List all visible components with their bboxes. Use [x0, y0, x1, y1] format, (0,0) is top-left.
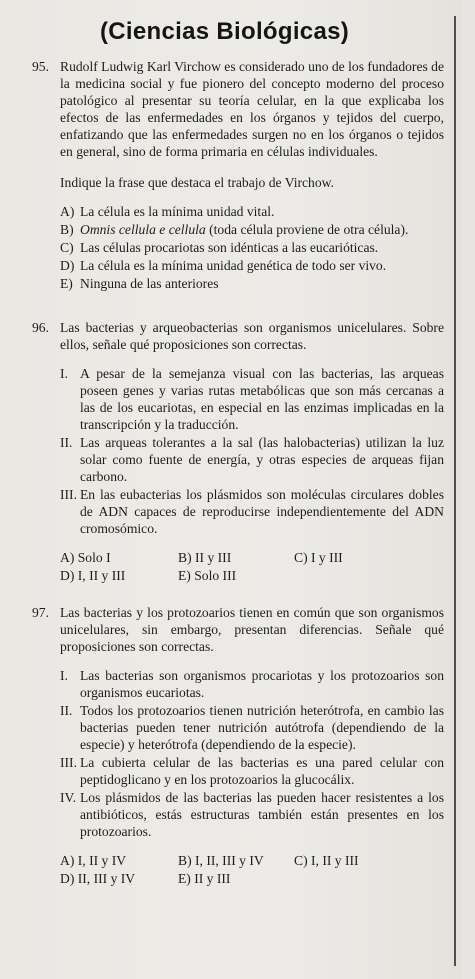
statement-text: La cubierta celular de las bacterias es una pared celular con peptidoglicano y en los protozoarios la glucocálix. — [80, 755, 444, 787]
answer-b: B) II y III — [178, 550, 232, 565]
answer-d: D) II, III y IV — [60, 871, 136, 886]
option-e — [60, 275, 444, 292]
option-text: Las células procariotas son idénticas a las eucarióticas. — [80, 240, 379, 255]
question-number: 97. — [32, 605, 49, 620]
answer-a: A) I, II y IV — [60, 853, 127, 868]
statement-iii — [60, 754, 444, 788]
statement-numeral: IV. — [60, 790, 76, 805]
statement-numeral: II. — [60, 703, 73, 718]
answer-e: E) Solo III — [178, 568, 237, 583]
statement-text: A pesar de la semejanza visual con las bacterias, las arqueas poseen genes y varias rutas metabólicas que son más cercanas a las de los eucariotas, en especial en las enzimas implicadas en la transcripción y la traducción. — [80, 366, 444, 432]
question-text: Las bacterias y los protozoarios tienen en común que son organismos unicelulares, sin embargo, presentan diferencias. Señale qué proposiciones son correctas. — [60, 605, 444, 654]
answer-choices — [60, 852, 444, 887]
question-97 — [32, 604, 444, 887]
question-prompt: Indique la frase que destaca el trabajo de Virchow. — [60, 175, 334, 190]
option-translation: (toda célula proviene de otra célula). — [205, 222, 409, 237]
option-letter: E) — [60, 276, 73, 291]
statement-text: Los plásmidos de las bacterias las pueden hacer resistentes a los antibióticos, estás estructuras también están presentes en los protozoarios. — [80, 790, 444, 839]
statement-text: Las bacterias son organismos procariotas y los protozoarios son organismos eucariotas. — [80, 668, 444, 700]
answer-d: D) I, II y III — [60, 568, 126, 583]
statement-numeral: II. — [60, 435, 73, 450]
option-letter: C) — [60, 240, 74, 255]
question-95 — [32, 58, 444, 292]
question-text: Rudolf Ludwig Karl Virchow es considerado uno de los fundadores de la medicina social y fue pionero del concepto moderno del proceso patológico al presentar su teoría celular, en la que explicaba los efectos de las enfermedades en los órganos y tejidos del cuerpo, enfatizando que las enfermedades surgen no en los órganos o tejidos en general, sino de forma primaria en células individuales. — [60, 59, 445, 159]
option-d — [60, 257, 444, 274]
statement-iv — [60, 789, 444, 840]
answer-c: C) I, II y III — [294, 853, 359, 868]
option-b — [60, 221, 444, 238]
option-letter: D) — [60, 258, 75, 273]
statement-numeral: III. — [60, 755, 77, 770]
question-number: 96. — [32, 320, 49, 335]
option-text: La célula es la mínima unidad vital. — [80, 204, 275, 219]
question-text: Las bacterias y arqueobacterias son organismos unicelulares. Sobre ellos, señale qué proposiciones son correctas. — [60, 320, 444, 352]
answer-choices — [60, 549, 444, 584]
option-latin-phrase: Omnis cellula e cellula — [80, 222, 206, 237]
statement-numeral: III. — [60, 487, 77, 502]
statement-text: Todos los protozoarios tienen nutrición heterótrofa, en cambio las bacterias pueden tener nutrición autótrofa (dependiendo de la especie) y heterótrofa (dependiendo de la especie). — [80, 703, 444, 752]
margin-rule — [454, 16, 456, 966]
question-96 — [32, 319, 444, 584]
statement-text: Las arqueas tolerantes a la sal (las halobacterias) utilizan la luz solar como fuente de energía, y otras especies de arqueas fijan carbono. — [80, 435, 444, 484]
option-c — [60, 239, 444, 256]
questions-container — [32, 58, 444, 887]
statement-list — [60, 667, 444, 840]
answer-c: C) I y III — [294, 550, 343, 565]
option-letter: B) — [60, 222, 74, 237]
page-title: (Ciencias Biológicas) — [100, 18, 350, 45]
option-a — [60, 203, 444, 220]
answer-a: A) Solo I — [60, 550, 111, 565]
option-letter: A) — [60, 204, 75, 219]
statement-iii — [60, 486, 444, 537]
statement-numeral: I. — [60, 668, 68, 683]
statement-numeral: I. — [60, 366, 68, 381]
answer-e: E) II y III — [178, 871, 231, 886]
statement-list — [60, 365, 444, 537]
option-text: La célula es la mínima unidad genética de todo ser vivo. — [80, 258, 387, 273]
option-text — [80, 221, 444, 238]
statement-i — [60, 667, 444, 701]
statement-i — [60, 365, 444, 433]
statement-ii — [60, 434, 444, 485]
option-text: Ninguna de las anteriores — [80, 276, 219, 291]
question-number: 95. — [32, 59, 49, 74]
answer-b: B) I, II, III y IV — [178, 853, 264, 868]
statement-text: En las eubacterias los plásmidos son moléculas circulares dobles de ADN capaces de reproducirse independientemente del ADN cromosómico. — [80, 487, 444, 536]
statement-ii — [60, 702, 444, 753]
